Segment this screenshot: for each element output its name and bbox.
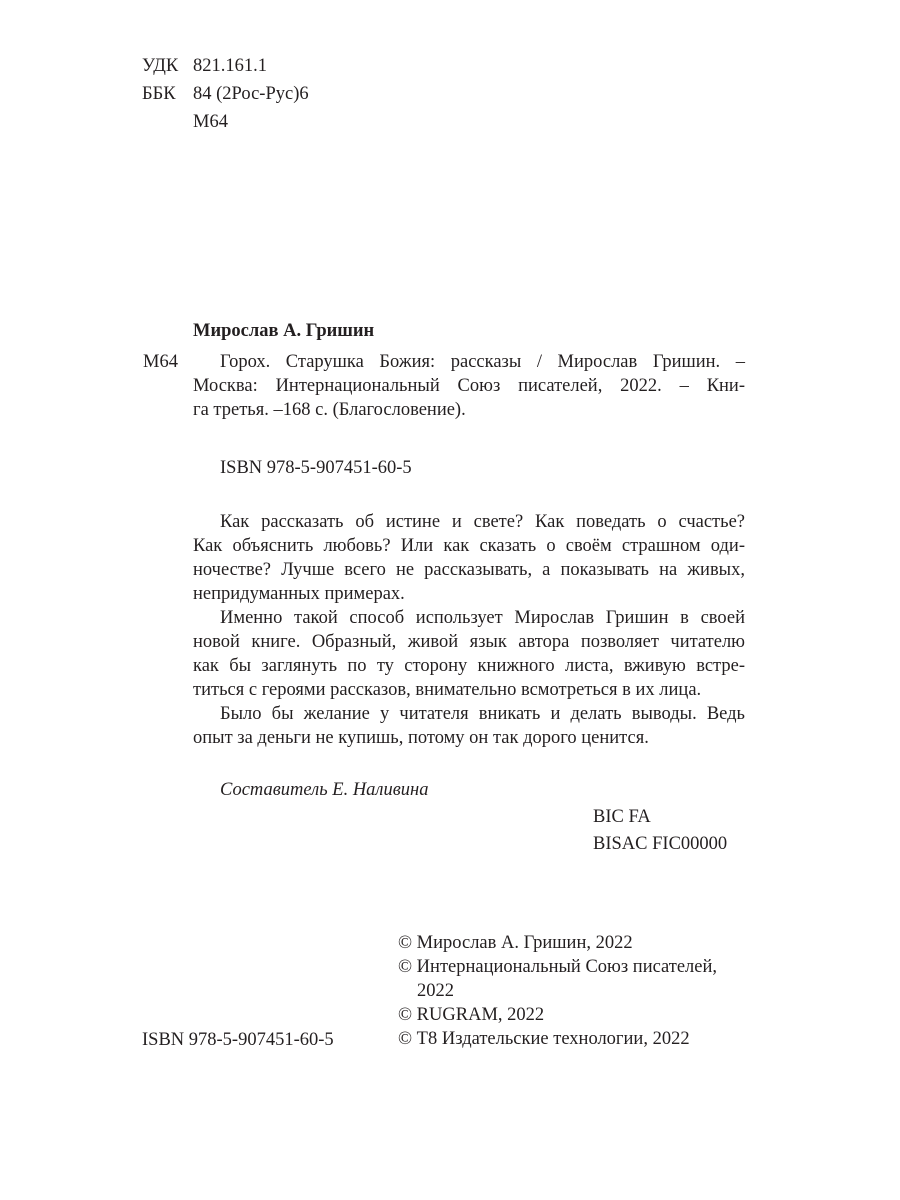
bbk-label: ББК bbox=[142, 84, 176, 104]
annotation-line: непридуманных примерах. bbox=[193, 584, 405, 604]
copyright-t8: © Т8 Издательские технологии, 2022 bbox=[398, 1029, 690, 1049]
author-name: Мирослав А. Гришин bbox=[193, 321, 375, 341]
annotation-line: Как объяснить любовь? Или как сказать о своём страшном оди- bbox=[193, 536, 745, 556]
annotation-line: титься с героями рассказов, внимательно всмотреться в их лица. bbox=[193, 680, 702, 700]
annotation-line: как бы заглянуть по ту сторону книжного листа, вживую встре- bbox=[193, 656, 745, 676]
udk-value: 821.161.1 bbox=[193, 56, 267, 76]
annotation-line: Было бы желание у читателя вникать и делать выводы. Ведь bbox=[220, 704, 745, 724]
annotation-line: Именно такой способ использует Мирослав Гришин в своей bbox=[220, 608, 745, 628]
isbn-bottom: ISBN 978-5-907451-60-5 bbox=[142, 1030, 334, 1050]
copyright-union: © Интернациональный Союз писателей, bbox=[398, 957, 718, 977]
shelf-mark: М64 bbox=[143, 352, 178, 372]
bic-code: BIC FA bbox=[593, 807, 651, 827]
bibliographic-description bbox=[193, 350, 745, 422]
author-mark: М64 bbox=[193, 112, 228, 132]
copyright-rugram: © RUGRAM, 2022 bbox=[398, 1005, 545, 1025]
copyright-union-year: 2022 bbox=[417, 981, 454, 1001]
copyright-block bbox=[398, 931, 717, 1051]
annotation bbox=[193, 510, 745, 750]
bib-line: Горох. Старушка Божия: рассказы / Мирослав Гришин. – bbox=[220, 352, 745, 372]
annotation-line: Как рассказать об истине и свете? Как поведать о счастье? bbox=[220, 512, 745, 532]
bisac-code: BISAC FIC00000 bbox=[593, 834, 728, 854]
compiler-credit: Составитель Е. Наливина bbox=[220, 780, 429, 800]
bbk-value: 84 (2Рос-Рус)6 bbox=[193, 84, 309, 104]
bib-line: Москва: Интернациональный Союз писателей, 2022. – Кни- bbox=[193, 376, 745, 396]
subject-codes bbox=[593, 805, 727, 859]
bib-line: га третья. –168 с. (Благословение). bbox=[193, 400, 466, 420]
annotation-line: ночестве? Лучше всего не рассказывать, а показывать на живых, bbox=[193, 560, 745, 580]
annotation-line: опыт за деньги не купишь, потому он так дорого ценится. bbox=[193, 728, 649, 748]
isbn-main: ISBN 978-5-907451-60-5 bbox=[220, 458, 412, 478]
annotation-line: новой книге. Образный, живой язык автора позволяет читателю bbox=[193, 632, 745, 652]
copyright-author: © Мирослав А. Гришин, 2022 bbox=[398, 933, 633, 953]
udk-label: УДК bbox=[142, 56, 179, 76]
